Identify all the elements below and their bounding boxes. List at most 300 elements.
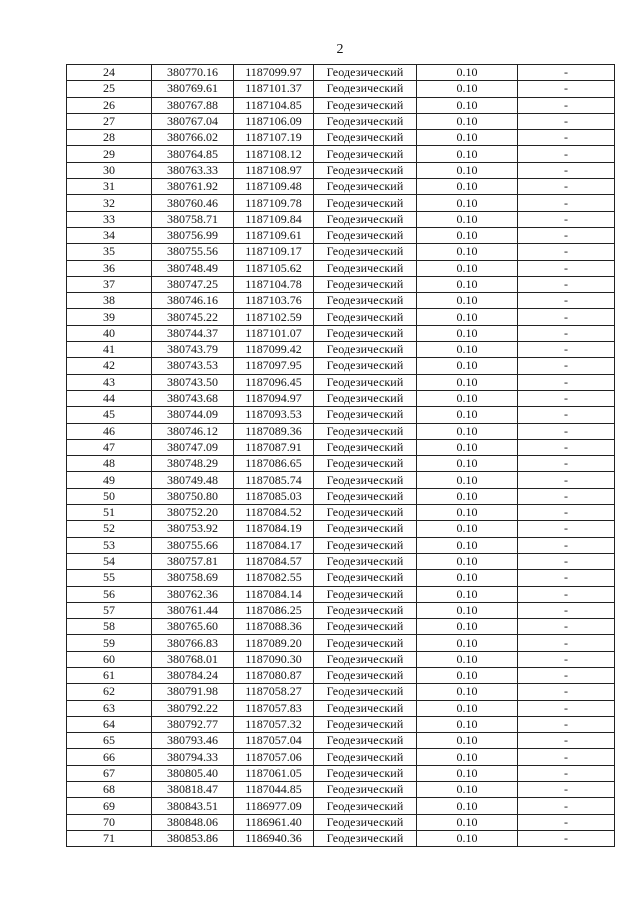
method-cell: Геодезический bbox=[314, 537, 417, 553]
description-cell: - bbox=[518, 830, 615, 846]
y-coordinate-cell: 1187057.83 bbox=[234, 700, 314, 716]
method-cell: Геодезический bbox=[314, 570, 417, 586]
method-cell: Геодезический bbox=[314, 700, 417, 716]
description-cell: - bbox=[518, 782, 615, 798]
precision-cell: 0.10 bbox=[417, 97, 518, 113]
description-cell: - bbox=[518, 65, 615, 81]
table-row bbox=[67, 423, 615, 439]
y-coordinate-cell: 1187109.61 bbox=[234, 227, 314, 243]
table-row bbox=[67, 521, 615, 537]
point-number-cell: 29 bbox=[67, 146, 152, 162]
point-number-cell: 44 bbox=[67, 390, 152, 406]
method-cell: Геодезический bbox=[314, 749, 417, 765]
description-cell: - bbox=[518, 814, 615, 830]
x-coordinate-cell: 380767.04 bbox=[152, 113, 234, 129]
point-number-cell: 32 bbox=[67, 195, 152, 211]
description-cell: - bbox=[518, 456, 615, 472]
table-row bbox=[67, 456, 615, 472]
y-coordinate-cell: 1187057.32 bbox=[234, 716, 314, 732]
precision-cell: 0.10 bbox=[417, 439, 518, 455]
x-coordinate-cell: 380752.20 bbox=[152, 505, 234, 521]
method-cell: Геодезический bbox=[314, 553, 417, 569]
point-number-cell: 30 bbox=[67, 162, 152, 178]
point-number-cell: 40 bbox=[67, 325, 152, 341]
precision-cell: 0.10 bbox=[417, 162, 518, 178]
y-coordinate-cell: 1187080.87 bbox=[234, 667, 314, 683]
x-coordinate-cell: 380794.33 bbox=[152, 749, 234, 765]
table-row bbox=[67, 179, 615, 195]
table-row bbox=[67, 358, 615, 374]
point-number-cell: 27 bbox=[67, 113, 152, 129]
y-coordinate-cell: 1187088.36 bbox=[234, 619, 314, 635]
method-cell: Геодезический bbox=[314, 814, 417, 830]
point-number-cell: 48 bbox=[67, 456, 152, 472]
method-cell: Геодезический bbox=[314, 325, 417, 341]
description-cell: - bbox=[518, 505, 615, 521]
x-coordinate-cell: 380761.44 bbox=[152, 602, 234, 618]
method-cell: Геодезический bbox=[314, 488, 417, 504]
precision-cell: 0.10 bbox=[417, 782, 518, 798]
y-coordinate-cell: 1187086.25 bbox=[234, 602, 314, 618]
table-row bbox=[67, 537, 615, 553]
y-coordinate-cell: 1187093.53 bbox=[234, 407, 314, 423]
point-number-cell: 24 bbox=[67, 65, 152, 81]
precision-cell: 0.10 bbox=[417, 700, 518, 716]
point-number-cell: 63 bbox=[67, 700, 152, 716]
table-row bbox=[67, 651, 615, 667]
y-coordinate-cell: 1186940.36 bbox=[234, 830, 314, 846]
table-row bbox=[67, 830, 615, 846]
description-cell: - bbox=[518, 521, 615, 537]
x-coordinate-cell: 380743.50 bbox=[152, 374, 234, 390]
x-coordinate-cell: 380746.12 bbox=[152, 423, 234, 439]
description-cell: - bbox=[518, 749, 615, 765]
precision-cell: 0.10 bbox=[417, 586, 518, 602]
method-cell: Геодезический bbox=[314, 293, 417, 309]
method-cell: Геодезический bbox=[314, 260, 417, 276]
point-number-cell: 71 bbox=[67, 830, 152, 846]
precision-cell: 0.10 bbox=[417, 716, 518, 732]
table-row bbox=[67, 439, 615, 455]
x-coordinate-cell: 380763.33 bbox=[152, 162, 234, 178]
method-cell: Геодезический bbox=[314, 179, 417, 195]
page-number: 2 bbox=[336, 42, 344, 57]
method-cell: Геодезический bbox=[314, 342, 417, 358]
y-coordinate-cell: 1187101.37 bbox=[234, 81, 314, 97]
y-coordinate-cell: 1187109.78 bbox=[234, 195, 314, 211]
method-cell: Геодезический bbox=[314, 195, 417, 211]
method-cell: Геодезический bbox=[314, 521, 417, 537]
precision-cell: 0.10 bbox=[417, 260, 518, 276]
y-coordinate-cell: 1186977.09 bbox=[234, 798, 314, 814]
point-number-cell: 57 bbox=[67, 602, 152, 618]
point-number-cell: 25 bbox=[67, 81, 152, 97]
table-row bbox=[67, 586, 615, 602]
description-cell: - bbox=[518, 472, 615, 488]
method-cell: Геодезический bbox=[314, 81, 417, 97]
table-row bbox=[67, 293, 615, 309]
description-cell: - bbox=[518, 684, 615, 700]
method-cell: Геодезический bbox=[314, 619, 417, 635]
x-coordinate-cell: 380744.37 bbox=[152, 325, 234, 341]
table-row bbox=[67, 325, 615, 341]
method-cell: Геодезический bbox=[314, 439, 417, 455]
x-coordinate-cell: 380768.01 bbox=[152, 651, 234, 667]
precision-cell: 0.10 bbox=[417, 407, 518, 423]
precision-cell: 0.10 bbox=[417, 113, 518, 129]
x-coordinate-cell: 380756.99 bbox=[152, 227, 234, 243]
method-cell: Геодезический bbox=[314, 635, 417, 651]
x-coordinate-cell: 380766.02 bbox=[152, 130, 234, 146]
point-number-cell: 46 bbox=[67, 423, 152, 439]
method-cell: Геодезический bbox=[314, 130, 417, 146]
method-cell: Геодезический bbox=[314, 684, 417, 700]
table-row bbox=[67, 260, 615, 276]
table-row bbox=[67, 211, 615, 227]
point-number-cell: 45 bbox=[67, 407, 152, 423]
y-coordinate-cell: 1187097.95 bbox=[234, 358, 314, 374]
y-coordinate-cell: 1186961.40 bbox=[234, 814, 314, 830]
x-coordinate-cell: 380758.71 bbox=[152, 211, 234, 227]
description-cell: - bbox=[518, 635, 615, 651]
point-number-cell: 53 bbox=[67, 537, 152, 553]
y-coordinate-cell: 1187102.59 bbox=[234, 309, 314, 325]
description-cell: - bbox=[518, 162, 615, 178]
table-row bbox=[67, 309, 615, 325]
table-row bbox=[67, 765, 615, 781]
point-number-cell: 50 bbox=[67, 488, 152, 504]
description-cell: - bbox=[518, 439, 615, 455]
point-number-cell: 47 bbox=[67, 439, 152, 455]
method-cell: Геодезический bbox=[314, 97, 417, 113]
table-row bbox=[67, 81, 615, 97]
x-coordinate-cell: 380750.80 bbox=[152, 488, 234, 504]
x-coordinate-cell: 380748.29 bbox=[152, 456, 234, 472]
table-row bbox=[67, 195, 615, 211]
method-cell: Геодезический bbox=[314, 211, 417, 227]
method-cell: Геодезический bbox=[314, 733, 417, 749]
table-row bbox=[67, 635, 615, 651]
precision-cell: 0.10 bbox=[417, 765, 518, 781]
table-row bbox=[67, 716, 615, 732]
point-number-cell: 38 bbox=[67, 293, 152, 309]
x-coordinate-cell: 380757.81 bbox=[152, 553, 234, 569]
y-coordinate-cell: 1187044.85 bbox=[234, 782, 314, 798]
x-coordinate-cell: 380784.24 bbox=[152, 667, 234, 683]
point-number-cell: 56 bbox=[67, 586, 152, 602]
precision-cell: 0.10 bbox=[417, 309, 518, 325]
y-coordinate-cell: 1187101.07 bbox=[234, 325, 314, 341]
method-cell: Геодезический bbox=[314, 162, 417, 178]
description-cell: - bbox=[518, 537, 615, 553]
description-cell: - bbox=[518, 195, 615, 211]
table-row bbox=[67, 814, 615, 830]
method-cell: Геодезический bbox=[314, 146, 417, 162]
x-coordinate-cell: 380760.46 bbox=[152, 195, 234, 211]
y-coordinate-cell: 1187085.03 bbox=[234, 488, 314, 504]
precision-cell: 0.10 bbox=[417, 244, 518, 260]
method-cell: Геодезический bbox=[314, 765, 417, 781]
x-coordinate-cell: 380848.06 bbox=[152, 814, 234, 830]
point-number-cell: 62 bbox=[67, 684, 152, 700]
x-coordinate-cell: 380793.46 bbox=[152, 733, 234, 749]
precision-cell: 0.10 bbox=[417, 505, 518, 521]
table-row bbox=[67, 342, 615, 358]
table-row bbox=[67, 374, 615, 390]
y-coordinate-cell: 1187090.30 bbox=[234, 651, 314, 667]
description-cell: - bbox=[518, 488, 615, 504]
description-cell: - bbox=[518, 390, 615, 406]
point-number-cell: 52 bbox=[67, 521, 152, 537]
description-cell: - bbox=[518, 211, 615, 227]
description-cell: - bbox=[518, 374, 615, 390]
precision-cell: 0.10 bbox=[417, 602, 518, 618]
description-cell: - bbox=[518, 733, 615, 749]
x-coordinate-cell: 380764.85 bbox=[152, 146, 234, 162]
table-row bbox=[67, 65, 615, 81]
y-coordinate-cell: 1187084.57 bbox=[234, 553, 314, 569]
method-cell: Геодезический bbox=[314, 276, 417, 292]
description-cell: - bbox=[518, 113, 615, 129]
precision-cell: 0.10 bbox=[417, 798, 518, 814]
precision-cell: 0.10 bbox=[417, 472, 518, 488]
table-row bbox=[67, 488, 615, 504]
method-cell: Геодезический bbox=[314, 309, 417, 325]
x-coordinate-cell: 380743.79 bbox=[152, 342, 234, 358]
method-cell: Геодезический bbox=[314, 782, 417, 798]
x-coordinate-cell: 380746.16 bbox=[152, 293, 234, 309]
description-cell: - bbox=[518, 342, 615, 358]
point-number-cell: 59 bbox=[67, 635, 152, 651]
precision-cell: 0.10 bbox=[417, 537, 518, 553]
point-number-cell: 65 bbox=[67, 733, 152, 749]
precision-cell: 0.10 bbox=[417, 570, 518, 586]
description-cell: - bbox=[518, 651, 615, 667]
description-cell: - bbox=[518, 716, 615, 732]
method-cell: Геодезический bbox=[314, 65, 417, 81]
description-cell: - bbox=[518, 798, 615, 814]
description-cell: - bbox=[518, 227, 615, 243]
point-number-cell: 42 bbox=[67, 358, 152, 374]
table-row bbox=[67, 505, 615, 521]
y-coordinate-cell: 1187104.85 bbox=[234, 97, 314, 113]
point-number-cell: 37 bbox=[67, 276, 152, 292]
method-cell: Геодезический bbox=[314, 113, 417, 129]
precision-cell: 0.10 bbox=[417, 684, 518, 700]
y-coordinate-cell: 1187108.97 bbox=[234, 162, 314, 178]
point-number-cell: 68 bbox=[67, 782, 152, 798]
table-row bbox=[67, 146, 615, 162]
description-cell: - bbox=[518, 309, 615, 325]
precision-cell: 0.10 bbox=[417, 733, 518, 749]
precision-cell: 0.10 bbox=[417, 179, 518, 195]
method-cell: Геодезический bbox=[314, 390, 417, 406]
coordinates-table-body bbox=[67, 65, 615, 847]
x-coordinate-cell: 380755.56 bbox=[152, 244, 234, 260]
point-number-cell: 33 bbox=[67, 211, 152, 227]
description-cell: - bbox=[518, 358, 615, 374]
y-coordinate-cell: 1187109.48 bbox=[234, 179, 314, 195]
precision-cell: 0.10 bbox=[417, 81, 518, 97]
table-row bbox=[67, 667, 615, 683]
description-cell: - bbox=[518, 570, 615, 586]
description-cell: - bbox=[518, 260, 615, 276]
precision-cell: 0.10 bbox=[417, 488, 518, 504]
y-coordinate-cell: 1187089.20 bbox=[234, 635, 314, 651]
table-row bbox=[67, 553, 615, 569]
precision-cell: 0.10 bbox=[417, 293, 518, 309]
y-coordinate-cell: 1187108.12 bbox=[234, 146, 314, 162]
description-cell: - bbox=[518, 602, 615, 618]
description-cell: - bbox=[518, 586, 615, 602]
description-cell: - bbox=[518, 81, 615, 97]
method-cell: Геодезический bbox=[314, 830, 417, 846]
point-number-cell: 61 bbox=[67, 667, 152, 683]
x-coordinate-cell: 380758.69 bbox=[152, 570, 234, 586]
y-coordinate-cell: 1187084.52 bbox=[234, 505, 314, 521]
method-cell: Геодезический bbox=[314, 602, 417, 618]
y-coordinate-cell: 1187109.84 bbox=[234, 211, 314, 227]
table-row bbox=[67, 276, 615, 292]
x-coordinate-cell: 380749.48 bbox=[152, 472, 234, 488]
precision-cell: 0.10 bbox=[417, 227, 518, 243]
x-coordinate-cell: 380761.92 bbox=[152, 179, 234, 195]
x-coordinate-cell: 380755.66 bbox=[152, 537, 234, 553]
x-coordinate-cell: 380745.22 bbox=[152, 309, 234, 325]
y-coordinate-cell: 1187099.97 bbox=[234, 65, 314, 81]
description-cell: - bbox=[518, 293, 615, 309]
description-cell: - bbox=[518, 146, 615, 162]
y-coordinate-cell: 1187096.45 bbox=[234, 374, 314, 390]
y-coordinate-cell: 1187084.19 bbox=[234, 521, 314, 537]
precision-cell: 0.10 bbox=[417, 619, 518, 635]
table-row bbox=[67, 684, 615, 700]
x-coordinate-cell: 380765.60 bbox=[152, 619, 234, 635]
x-coordinate-cell: 380744.09 bbox=[152, 407, 234, 423]
y-coordinate-cell: 1187094.97 bbox=[234, 390, 314, 406]
point-number-cell: 31 bbox=[67, 179, 152, 195]
precision-cell: 0.10 bbox=[417, 456, 518, 472]
method-cell: Геодезический bbox=[314, 472, 417, 488]
method-cell: Геодезический bbox=[314, 651, 417, 667]
x-coordinate-cell: 380767.88 bbox=[152, 97, 234, 113]
precision-cell: 0.10 bbox=[417, 342, 518, 358]
table-row bbox=[67, 570, 615, 586]
y-coordinate-cell: 1187106.09 bbox=[234, 113, 314, 129]
precision-cell: 0.10 bbox=[417, 146, 518, 162]
description-cell: - bbox=[518, 97, 615, 113]
method-cell: Геодезический bbox=[314, 358, 417, 374]
table-row bbox=[67, 227, 615, 243]
precision-cell: 0.10 bbox=[417, 521, 518, 537]
method-cell: Геодезический bbox=[314, 227, 417, 243]
point-number-cell: 43 bbox=[67, 374, 152, 390]
x-coordinate-cell: 380818.47 bbox=[152, 782, 234, 798]
table-row bbox=[67, 244, 615, 260]
description-cell: - bbox=[518, 423, 615, 439]
table-row bbox=[67, 407, 615, 423]
y-coordinate-cell: 1187082.55 bbox=[234, 570, 314, 586]
description-cell: - bbox=[518, 179, 615, 195]
table-row bbox=[67, 97, 615, 113]
description-cell: - bbox=[518, 325, 615, 341]
table-row bbox=[67, 113, 615, 129]
precision-cell: 0.10 bbox=[417, 374, 518, 390]
x-coordinate-cell: 380743.68 bbox=[152, 390, 234, 406]
y-coordinate-cell: 1187061.05 bbox=[234, 765, 314, 781]
table-row bbox=[67, 162, 615, 178]
point-number-cell: 36 bbox=[67, 260, 152, 276]
table-row bbox=[67, 472, 615, 488]
method-cell: Геодезический bbox=[314, 667, 417, 683]
table-row bbox=[67, 749, 615, 765]
description-cell: - bbox=[518, 700, 615, 716]
precision-cell: 0.10 bbox=[417, 667, 518, 683]
x-coordinate-cell: 380747.25 bbox=[152, 276, 234, 292]
precision-cell: 0.10 bbox=[417, 358, 518, 374]
x-coordinate-cell: 380766.83 bbox=[152, 635, 234, 651]
y-coordinate-cell: 1187057.04 bbox=[234, 733, 314, 749]
x-coordinate-cell: 380805.40 bbox=[152, 765, 234, 781]
x-coordinate-cell: 380853.86 bbox=[152, 830, 234, 846]
point-number-cell: 39 bbox=[67, 309, 152, 325]
table-row bbox=[67, 619, 615, 635]
precision-cell: 0.10 bbox=[417, 830, 518, 846]
precision-cell: 0.10 bbox=[417, 390, 518, 406]
point-number-cell: 58 bbox=[67, 619, 152, 635]
description-cell: - bbox=[518, 244, 615, 260]
y-coordinate-cell: 1187099.42 bbox=[234, 342, 314, 358]
point-number-cell: 34 bbox=[67, 227, 152, 243]
method-cell: Геодезический bbox=[314, 374, 417, 390]
y-coordinate-cell: 1187107.19 bbox=[234, 130, 314, 146]
table-row bbox=[67, 602, 615, 618]
method-cell: Геодезический bbox=[314, 798, 417, 814]
point-number-cell: 66 bbox=[67, 749, 152, 765]
table-row bbox=[67, 798, 615, 814]
description-cell: - bbox=[518, 276, 615, 292]
precision-cell: 0.10 bbox=[417, 325, 518, 341]
x-coordinate-cell: 380843.51 bbox=[152, 798, 234, 814]
method-cell: Геодезический bbox=[314, 505, 417, 521]
x-coordinate-cell: 380747.09 bbox=[152, 439, 234, 455]
point-number-cell: 51 bbox=[67, 505, 152, 521]
description-cell: - bbox=[518, 130, 615, 146]
point-number-cell: 67 bbox=[67, 765, 152, 781]
y-coordinate-cell: 1187105.62 bbox=[234, 260, 314, 276]
precision-cell: 0.10 bbox=[417, 276, 518, 292]
y-coordinate-cell: 1187057.06 bbox=[234, 749, 314, 765]
coordinates-table bbox=[66, 64, 615, 847]
point-number-cell: 49 bbox=[67, 472, 152, 488]
description-cell: - bbox=[518, 765, 615, 781]
precision-cell: 0.10 bbox=[417, 130, 518, 146]
description-cell: - bbox=[518, 619, 615, 635]
method-cell: Геодезический bbox=[314, 244, 417, 260]
x-coordinate-cell: 380792.77 bbox=[152, 716, 234, 732]
point-number-cell: 55 bbox=[67, 570, 152, 586]
method-cell: Геодезический bbox=[314, 407, 417, 423]
x-coordinate-cell: 380748.49 bbox=[152, 260, 234, 276]
precision-cell: 0.10 bbox=[417, 195, 518, 211]
x-coordinate-cell: 380792.22 bbox=[152, 700, 234, 716]
table-row bbox=[67, 130, 615, 146]
point-number-cell: 64 bbox=[67, 716, 152, 732]
y-coordinate-cell: 1187104.78 bbox=[234, 276, 314, 292]
precision-cell: 0.10 bbox=[417, 814, 518, 830]
point-number-cell: 69 bbox=[67, 798, 152, 814]
y-coordinate-cell: 1187086.65 bbox=[234, 456, 314, 472]
